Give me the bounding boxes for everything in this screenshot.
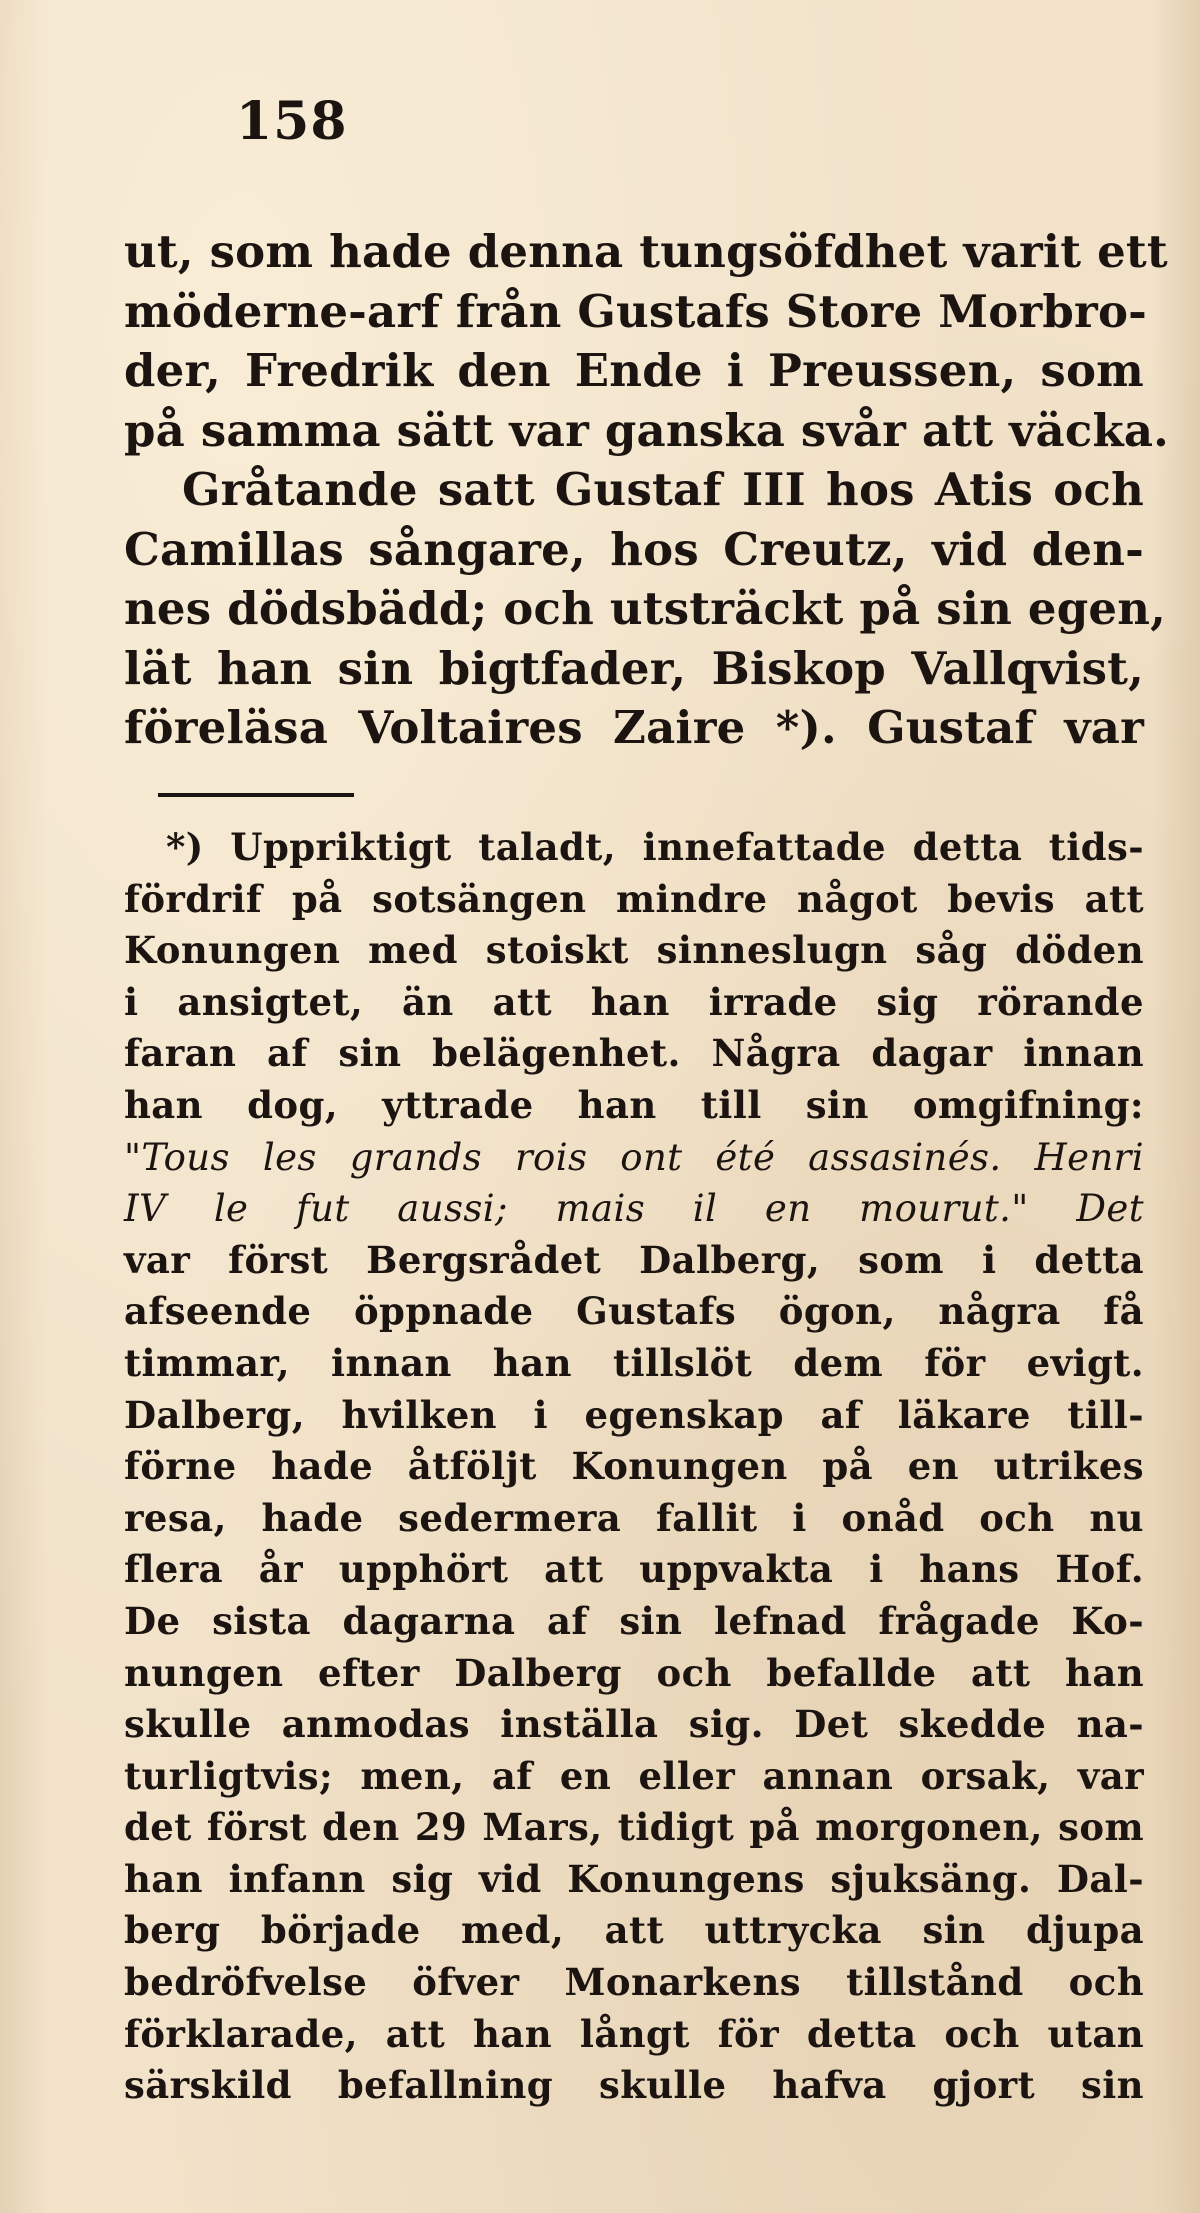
- page-number: 158: [236, 91, 348, 152]
- footnote-line: förne hade åtföljt Konungen på en utrikes: [124, 1444, 1144, 1489]
- footnote-line: skulle anmodas inställa sig. Det skedde na-: [124, 1702, 1144, 1747]
- footnote-line: förklarade, att han långt för detta och utan: [124, 2011, 1144, 2056]
- footnote-line: han infann sig vid Konungens sjuksäng. Dal-: [124, 1856, 1144, 1901]
- text-line: föreläsa Voltaires Zaire *). Gustaf var: [124, 701, 1144, 754]
- footnote-line: turligtvis; men, af en eller annan orsak, var: [124, 1753, 1144, 1798]
- footnote-line: var först Bergsrådet Dalberg, som i detta: [124, 1237, 1144, 1282]
- text-line: Camillas sångare, hos Creutz, vid den-: [124, 522, 1144, 576]
- footnote-line: särskild befallning skulle hafva gjort sin: [124, 2063, 1144, 2108]
- footnote-line: i ansigtet, än att han irrade sig rörande: [124, 979, 1144, 1024]
- main-text-block: [124, 222, 1170, 758]
- footnote-line: afseende öppnade Gustafs ögon, några få: [124, 1289, 1144, 1334]
- text-line: på samma sätt var ganska svår att väcka.: [124, 403, 1170, 457]
- text-line: nes dödsbädd; och utsträckt på sin egen,: [124, 582, 1166, 635]
- footnote-line: faran af sin belägenhet. Några dagar innan: [124, 1031, 1144, 1076]
- footnote-line: berg började med, att uttrycka sin djupa: [124, 1908, 1144, 1953]
- footnote-line: han dog, yttrade han till sin omgifning:: [124, 1082, 1144, 1127]
- text-line: möderne-arf från Gustafs Store Morbro-: [124, 284, 1148, 338]
- footnote-line: Dalberg, hvilken i egenskap af läkare till-: [124, 1392, 1144, 1437]
- footnote-line: "Tous les grands rois ont été assasinés. Henri: [124, 1135, 1144, 1179]
- footnote-separator: [158, 793, 354, 797]
- footnote-line: Konungen med stoiskt sinneslugn såg döden: [124, 928, 1144, 973]
- footnote-line: nungen efter Dalberg och befallde att han: [124, 1650, 1144, 1695]
- footnote-line: flera år upphört att uppvakta i hans Hof.: [124, 1547, 1144, 1592]
- footnote-line: IV le fut aussi; mais il en mourut." Det: [124, 1187, 1144, 1231]
- footnote-line: fördrif på sotsängen mindre något bevis att: [124, 876, 1144, 921]
- footnote-line: De sista dagarna af sin lefnad frågade Ko-: [124, 1598, 1144, 1643]
- text-line: lät han sin bigtfader, Biskop Vallqvist,: [124, 641, 1144, 695]
- footnote-line: resa, hade sedermera fallit i onåd och nu: [124, 1495, 1144, 1540]
- text-line: Gråtande satt Gustaf III hos Atis och: [182, 463, 1144, 516]
- footnote-line: det först den 29 Mars, tidigt på morgonen, som: [124, 1805, 1144, 1850]
- footnote-block: [124, 822, 1144, 2112]
- text-line: der, Fredrik den Ende i Preussen, som: [124, 344, 1144, 397]
- footnote-line: timmar, innan han tillslöt dem för evigt.: [124, 1340, 1144, 1385]
- footnote-line: *) Uppriktigt taladt, innefattade detta tids-: [166, 825, 1144, 869]
- footnote-line: bedröfvelse öfver Monarkens tillstånd och: [124, 1960, 1144, 2005]
- text-line: ut, som hade denna tungsöfdhet varit ett: [124, 225, 1168, 278]
